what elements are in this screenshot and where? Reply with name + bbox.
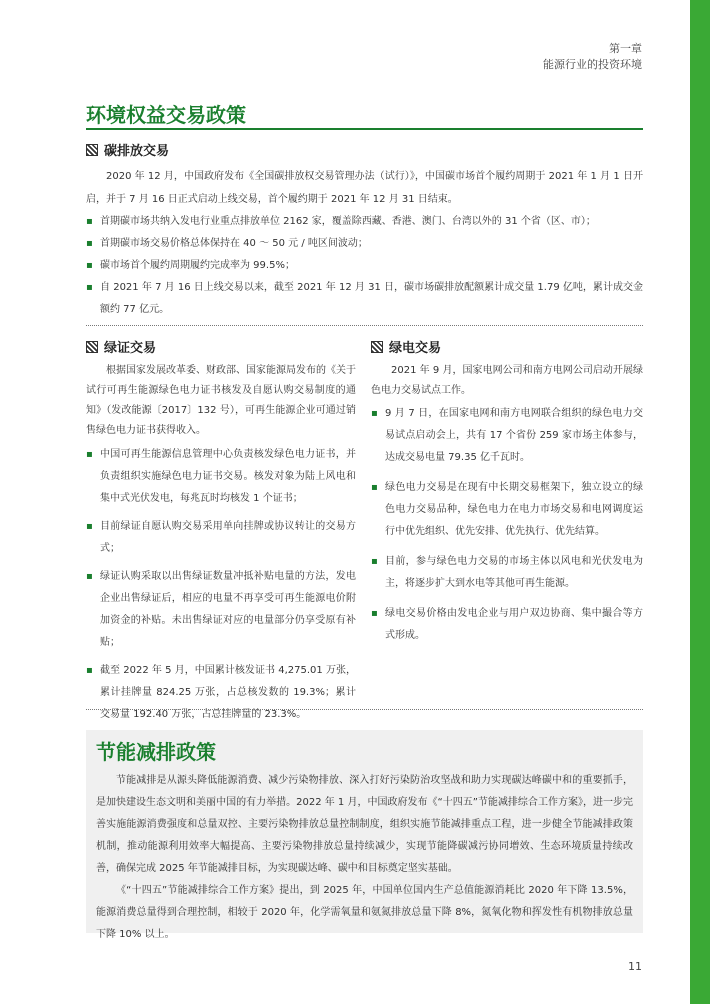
list-item: ▪ 中国可再生能源信息管理中心负责核发绿色电力证书，并负责组织实施绿色电力证书交易。核发对象为陆上风电和集中式光伏发电，每兆瓦时均核发 1 个证书；: [86, 444, 356, 510]
chapter-number: 第一章: [609, 42, 642, 55]
section-title-environmental-rights: 环境权益交易政策: [86, 103, 246, 127]
energy-saving-paragraph-2: 《“十四五”节能减排综合工作方案》提出，到 2025 年，中国单位国内生产总值能源消耗比 2020 年下降 13.5%，能源消费总量得到合理控制，相较于 2020 年，化学需氧量和氨氮排放总量下降 8%，氮氧化物和挥发性有机物排放总量下降 10% 以上。: [96, 885, 633, 940]
carbon-intro-paragraph: 2020 年 12 月，中国政府发布《全国碳排放权交易管理办法（试行）》，中国碳市场首个履约周期于 2021 年 1 月 1 日开启，并于 7 月 16 日正式启动上线交易，首个履约期于 2021 年 12 月 31 日结束。: [86, 171, 643, 205]
green-power-intro-paragraph: 2021 年 9 月，国家电网公司和南方电网公司启动开展绿色电力交易试点工作。: [371, 365, 643, 396]
list-item: ▪ 绿证认购采取以出售绿证数量冲抵补贴电量的方法，发电企业出售绿证后，相应的电量不再享受可再生能源电价附加资金的补贴。未出售绿证对应的电量部分仍享受原有补贴；: [86, 566, 356, 654]
list-item: ▪ 首期碳市场交易价格总体保持在 40 ～ 50 元 / 吨区间波动；: [86, 233, 643, 255]
list-item: ▪ 绿色电力交易是在现有中长期交易框架下，独立设立的绿色电力交易品种，绿色电力在电力市场交易和电网调度运行中优先组织、优先安排、优先执行、优先结算。: [371, 477, 643, 543]
subsection-title: 绿证交易: [104, 341, 157, 356]
list-item: ▪ 碳市场首个履约周期履约完成率为 99.5%；: [86, 255, 643, 277]
side-accent-bar: [690, 0, 710, 1004]
carbon-bullet-list: [86, 211, 643, 321]
hatch-square-icon: [86, 341, 98, 353]
subsection-title: 碳排放交易: [104, 144, 170, 159]
green-power-bullet-list: [371, 403, 643, 647]
dotted-divider: [86, 709, 643, 710]
section-rule: [86, 128, 643, 130]
green-cert-bullet-list: [86, 444, 356, 726]
hatch-square-icon: [371, 341, 383, 353]
page-number: 11: [628, 960, 642, 973]
list-item: ▪ 目前，参与绿色电力交易的市场主体以风电和光伏发电为主，将逐步扩大到水电等其他可再生能源。: [371, 551, 643, 595]
list-item: ▪ 9 月 7 日，在国家电网和南方电网联合组织的绿色电力交易试点启动会上，共有 17 个省份 259 家市场主体参与，达成交易电量 79.35 亿千瓦时。: [371, 403, 643, 469]
green-cert-intro-paragraph: 根据国家发展改革委、财政部、国家能源局发布的《关于试行可再生能源绿色电力证书核发及自愿认购交易制度的通知》（发改能源〔2017〕132 号），可再生能源企业可通过销售绿色电力证书获得收入。: [86, 365, 356, 436]
subsection-carbon-trading: [86, 140, 169, 159]
list-item: ▪ 目前绿证自愿认购交易采用单向挂牌或协议转让的交易方式；: [86, 516, 356, 560]
energy-saving-paragraph-1: 节能减排是从源头降低能源消费、减少污染物排放、深入打好污染防治攻坚战和助力实现碳达峰碳中和的重要抓手，是加快建设生态文明和美丽中国的有力举措。2022 年 1 月，中国政府发布《“十四五”节能减排综合工作方案》，进一步完善实施能源消费强度和总量双控、主要污染物排放总量控制制度，组织实施节能减排重点工程，进一步健全节能减排政策机制，推动能源利用效率大幅提高、主要污染物排放总量持续减少，实现节能降碳减污协同增效、生态环境质量持续改善，确保完成 2025 年节能减排目标，为实现碳达峰、碳中和目标奠定坚实基础。: [96, 775, 633, 874]
dotted-divider: [86, 325, 643, 326]
subsection-title: 绿电交易: [389, 341, 442, 356]
list-item: ▪ 自 2021 年 7 月 16 日上线交易以来，截至 2021 年 12 月 31 日，碳市场碳排放配额累计成交量 1.79 亿吨，累计成交金额约 77 亿元。: [86, 277, 643, 321]
list-item: ▪ 首期碳市场共纳入发电行业重点排放单位 2162 家，覆盖除西藏、香港、澳门、台湾以外的 31 个省（区、市）；: [86, 211, 643, 233]
section-title-energy-saving: 节能减排政策: [96, 740, 216, 764]
subsection-green-certificate: [86, 337, 156, 356]
list-item: ▪ 绿电交易价格由发电企业与用户双边协商、集中撮合等方式形成。: [371, 603, 643, 647]
subsection-green-power: [371, 337, 441, 356]
chapter-title: 能源行业的投资环境: [543, 58, 642, 71]
hatch-square-icon: [86, 144, 98, 156]
list-item: ▪ 截至 2022 年 5 月，中国累计核发证书 4,275.01 万张，累计挂牌量 824.25 万张，占总核发数的 19.3%；累计交易量 192.40 万张，占总挂牌量的 23.3%。: [86, 660, 356, 726]
